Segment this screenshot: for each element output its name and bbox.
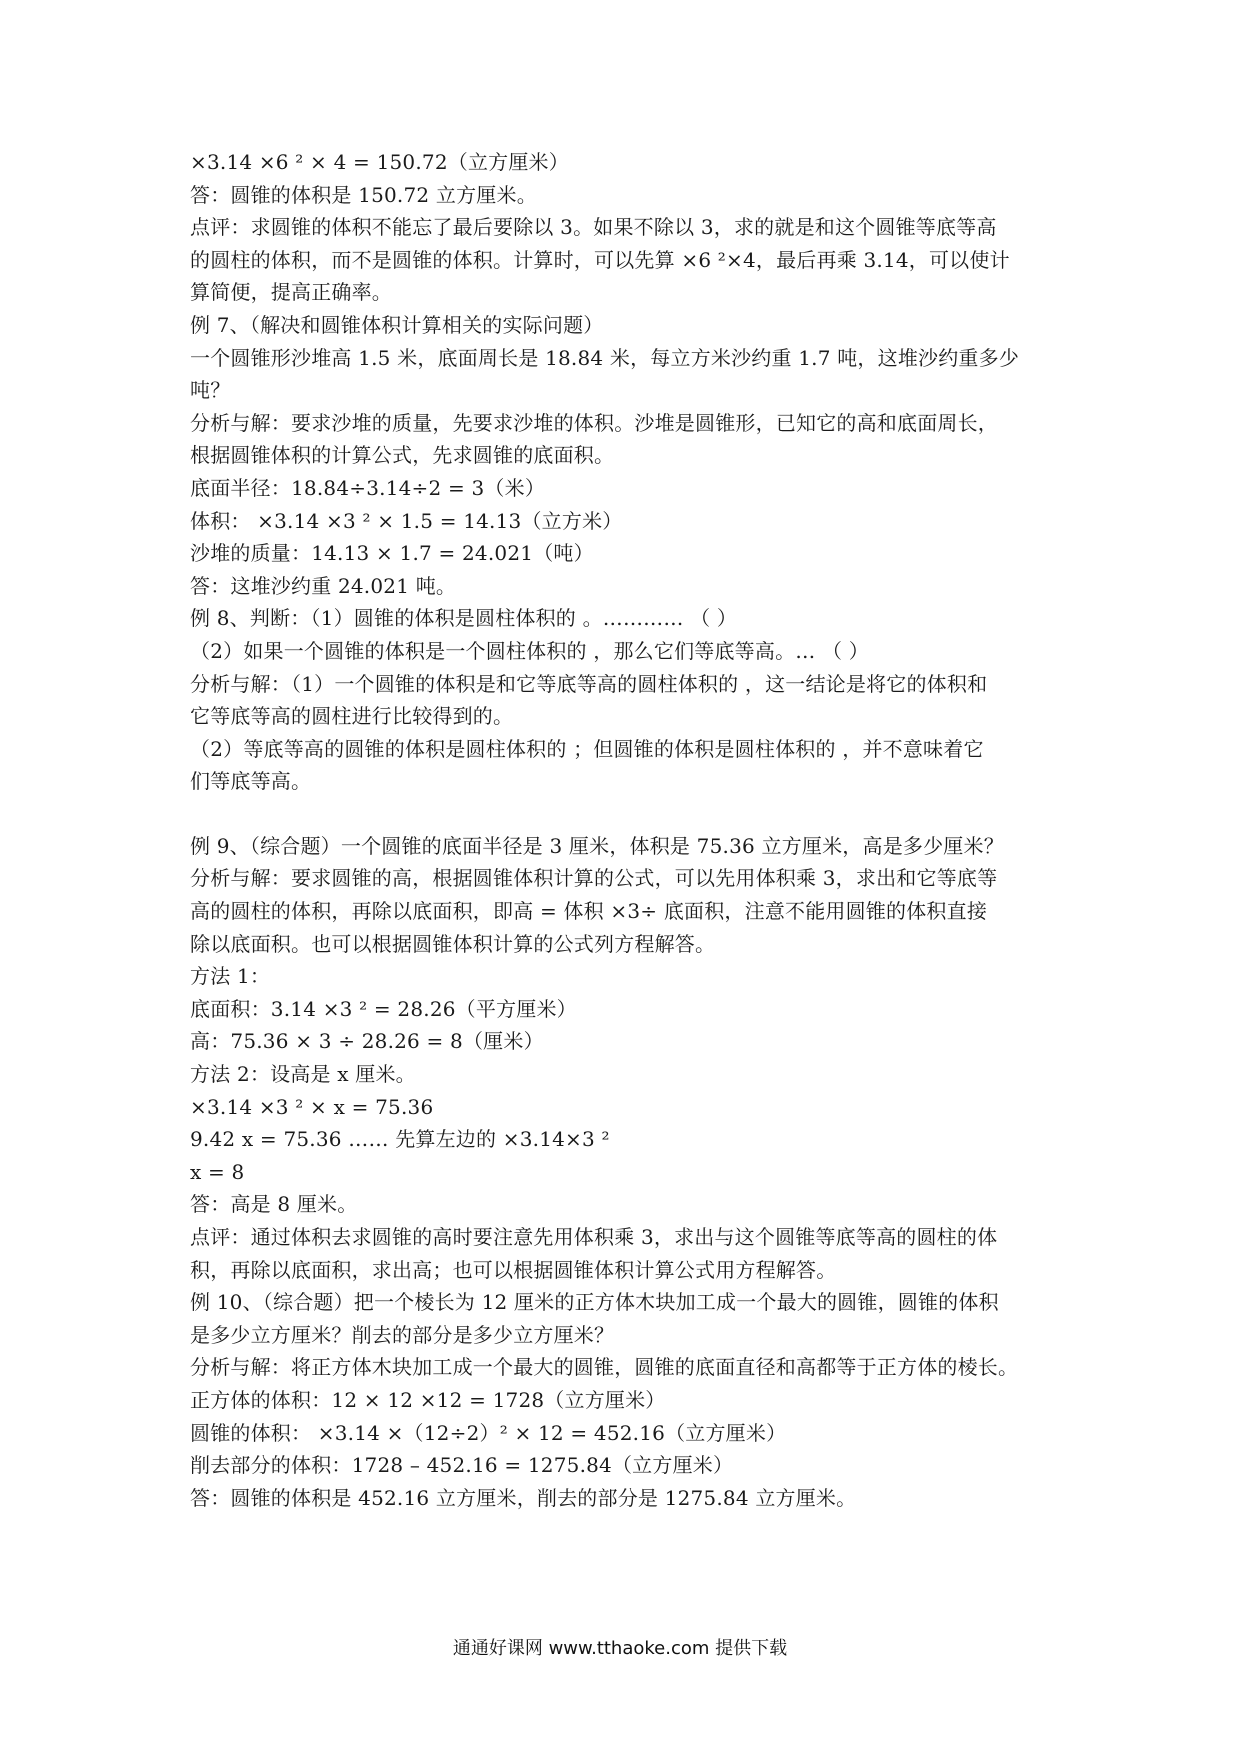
text-line: 算简便，提高正确率。	[190, 280, 392, 305]
text-line: 答：圆锥的体积是 150.72 立方厘米。	[190, 182, 537, 207]
text-line: 答：这堆沙约重 24.021 吨。	[190, 573, 457, 598]
text-line: 积，再除以底面积，求出高；也可以根据圆锥体积计算公式用方程解答。	[190, 1257, 837, 1282]
text-line: 削去部分的体积：1728 – 452.16 = 1275.84（立方厘米）	[190, 1453, 734, 1478]
text-line: 答：高是 8 厘米。	[190, 1192, 358, 1217]
text-line: x = 8	[190, 1159, 245, 1184]
text-line: 分析与解：要求沙堆的质量，先要求沙堆的体积。沙堆是圆锥形，已知它的高和底面周长，	[190, 410, 998, 435]
text-line: 除以底面积。也可以根据圆锥体积计算的公式列方程解答。	[190, 931, 716, 956]
text-line: 方法 2：设高是 x 厘米。	[190, 1062, 416, 1087]
page-footer: 通通好课网 www.tthaoke.com 提供下载	[452, 1638, 788, 1659]
example-heading: 例 7、（解决和圆锥体积计算相关的实际问题）	[190, 312, 604, 337]
text-line: （2）如果一个圆锥的体积是一个圆柱体积的 ，那么它们等底等高。… （ ）	[190, 638, 869, 663]
text-line: 它等底等高的圆柱进行比较得到的。	[190, 704, 514, 729]
text-line: 方法 1：	[190, 964, 271, 989]
text-line: 吨？	[190, 378, 231, 403]
text-line: 根据圆锥体积的计算公式，先求圆锥的底面积。	[190, 443, 615, 468]
text-line: 答：圆锥的体积是 452.16 立方厘米，削去的部分是 1275.84 立方厘米。	[190, 1485, 857, 1510]
text-line: 正方体的体积：12 × 12 ×12 = 1728（立方厘米）	[190, 1387, 666, 1412]
text-line: 高：75.36 × 3 ÷ 28.26 = 8（厘米）	[190, 1029, 544, 1054]
example-heading: 例 9、（综合题）一个圆锥的底面半径是 3 厘米，体积是 75.36 立方厘米，高是多少厘米？	[190, 833, 1004, 858]
text-line: （2）等底等高的圆锥的体积是圆柱体积的 ；但圆锥的体积是圆柱体积的 ，并不意味着它	[190, 736, 984, 761]
text-line: 沙堆的质量：14.13 × 1.7 = 24.021（吨）	[190, 541, 594, 566]
example-heading: 例 8、判断：（1）圆锥的体积是圆柱体积的 。………… （ ）	[190, 606, 738, 631]
blank-line	[190, 798, 1070, 830]
text-line: ×3.14 ×6 ² × 4 = 150.72（立方厘米）	[190, 150, 569, 174]
text-line: ×3.14 ×3 ² × x = 75.36	[190, 1094, 434, 1119]
text-line: 是多少立方厘米？削去的部分是多少立方厘米？	[190, 1322, 615, 1347]
text-line: 一个圆锥形沙堆高 1.5 米，底面周长是 18.84 米，每立方米沙约重 1.7 吨，这堆沙约重多少	[190, 345, 1020, 370]
example-heading: 例 10、（综合题）把一个棱长为 12 厘米的正方体木块加工成一个最大的圆锥，圆锥的体积	[190, 1290, 999, 1315]
text-line: 圆锥的体积： ×3.14 ×（12÷2）² × 12 = 452.16（立方厘米）	[190, 1420, 787, 1445]
text-line: 分析与解：要求圆锥的高，根据圆锥体积计算的公式，可以先用体积乘 3，求出和它等底等	[190, 866, 998, 891]
text-line: 点评：通过体积去求圆锥的高时要注意先用体积乘 3，求出与这个圆锥等底等高的圆柱的体	[190, 1225, 998, 1249]
text-line: 们等底等高。	[190, 769, 312, 794]
text-line: 9.42 x = 75.36 …… 先算左边的 ×3.14×3 ²	[190, 1127, 610, 1152]
text-line: 底面半径：18.84÷3.14÷2 = 3（米）	[190, 475, 546, 500]
text-line: 点评：求圆锥的体积不能忘了最后要除以 3。如果不除以 3，求的就是和这个圆锥等底等高	[190, 215, 997, 240]
text-line: 分析与解：将正方体木块加工成一个最大的圆锥，圆锥的底面直径和高都等于正方体的棱长。	[190, 1355, 1019, 1380]
text-line: 分析与解：（1）一个圆锥的体积是和它等底等高的圆柱体积的 ，这一结论是将它的体积和	[190, 671, 988, 696]
text-line: 体积： ×3.14 ×3 ² × 1.5 = 14.13（立方米）	[190, 508, 623, 533]
text-line: 的圆柱的体积，而不是圆锥的体积。计算时，可以先算 ×6 ²×4，最后再乘 3.14，可以使计	[190, 247, 1010, 272]
text-line: 高的圆柱的体积，再除以底面积，即高 = 体积 ×3÷ 底面积，注意不能用圆锥的体积直接	[190, 899, 988, 924]
document-body	[190, 146, 1070, 1514]
text-line: 底面积：3.14 ×3 ² = 28.26（平方厘米）	[190, 996, 577, 1021]
